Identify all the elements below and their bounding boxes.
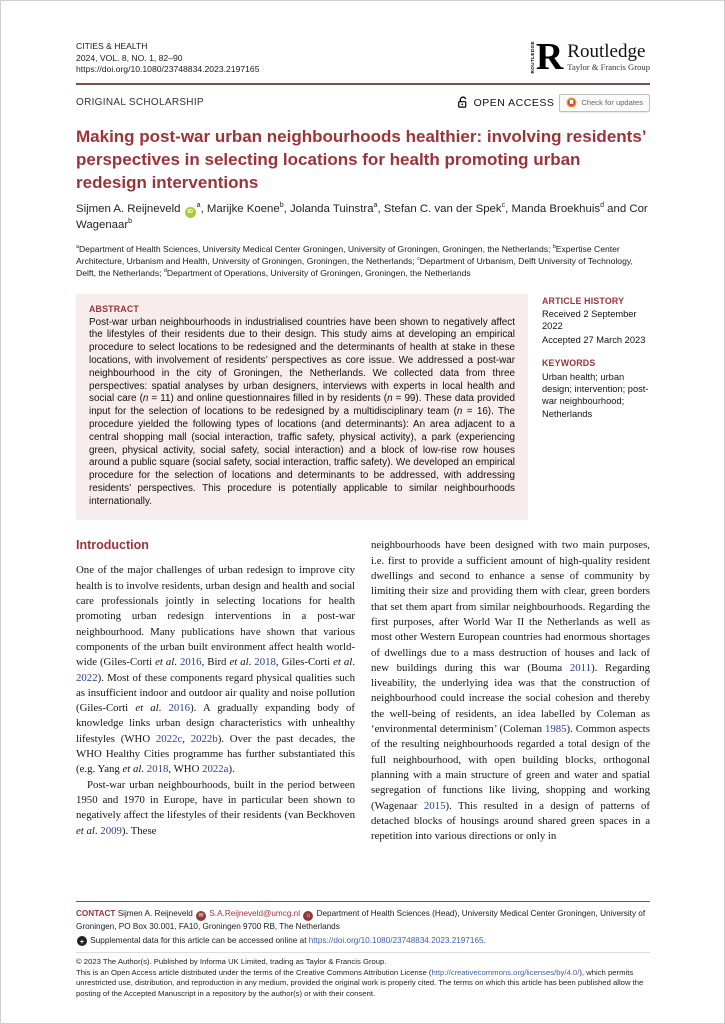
journal-name: CITIES & HEALTH: [76, 41, 148, 51]
publisher-wordmark: [567, 42, 650, 72]
text-segment[interactable]: 2022a: [202, 763, 229, 776]
text-segment: = 11) and online questionnaires filled in by residents (: [148, 393, 388, 405]
received-date: Received 2 September 2022: [542, 308, 637, 332]
article-meta-sidebar: [542, 294, 650, 521]
body-columns: [76, 538, 650, 894]
text-segment: ). Over the past decades, the WHO Healthy Cities programme has further substantiated this (e.g. Yang: [76, 732, 355, 776]
text-segment: b: [552, 243, 556, 250]
text-segment: , Bird: [201, 656, 230, 669]
text-segment: d: [600, 201, 605, 209]
text-segment: a: [373, 201, 378, 209]
text-segment[interactable]: 2018: [254, 656, 276, 669]
text-segment: n: [456, 406, 463, 418]
text-segment[interactable]: 2015: [423, 799, 446, 812]
text-segment: .: [483, 935, 486, 945]
address-icon: ⌂: [303, 911, 313, 921]
keywords-list: Urban health; urban design; intervention; post-war neighbourhood; Netherlands: [542, 371, 649, 419]
text-segment: ). These: [121, 824, 157, 837]
text-segment: a: [196, 201, 201, 209]
text-segment: and Cor Wagenaar: [76, 202, 648, 232]
text-segment: Supplemental data for this article can be accessed online at: [88, 935, 309, 945]
open-access-lock-icon: [456, 96, 469, 109]
text-segment: Expertise Center Architecture, Urbanism and Health, University of Groningen, Groningen, the Netherlands;: [76, 243, 620, 266]
text-segment[interactable]: 2016: [179, 656, 202, 669]
text-segment: , Marijke Koene: [200, 202, 280, 215]
text-segment: ). Common aspects of the resulting neighbourhoods regarded a total design of the full neighbourhood, with open building blocks, orthogonal planning with a main structure of green and water and spatial segregation of functions like living, shopping and working (Wagenaar: [371, 723, 650, 812]
affiliations: [76, 243, 650, 279]
header-divider: [76, 83, 650, 85]
article-title: Making post-war urban neighbourhoods healthier: involving residents’ perspectives in selecting locations for health promoting urban redesign interventions: [76, 126, 646, 192]
text-segment: One of the major challenges of urban redesign to improve city health is to involve residents, urban design and health and social care professionals jointly in selecting locations for health promoting urban redesign interventions in a post-war neighbourhood. Many publications have shown that various components of the urban built environment affect health world-wide (Giles-Corti: [76, 564, 355, 669]
text-segment: et al: [155, 656, 175, 669]
text-segment: ).: [228, 763, 235, 776]
text-segment: et al: [135, 702, 159, 715]
routledge-logo-mark: [530, 36, 563, 78]
page-header: [76, 36, 650, 78]
text-segment: b: [279, 201, 284, 209]
keywords-label: KEYWORDS: [542, 358, 596, 369]
text-segment: , Jolanda Tuinstra: [283, 202, 374, 215]
open-access-label: OPEN ACCESS: [473, 96, 555, 109]
check-for-updates-label: Check for updates: [581, 98, 643, 108]
check-for-updates-button[interactable]: [559, 94, 650, 112]
text-segment: This is an Open Access article distributed under the terms of the Creative Commons Attribution License (: [76, 967, 432, 977]
license-link[interactable]: http://creativecommons.org/licenses/by/4.0/: [431, 967, 580, 977]
text-segment: ). A gradually expanding body of knowledge links urban design characteristics with unhealthy lifestyles (WHO: [76, 702, 355, 745]
text-segment: ,: [182, 732, 191, 745]
accepted-date: Accepted 27 March 2023: [542, 334, 646, 345]
text-segment: ). This resulted in a design of patterns of detached blocks of housings around shared green spaces in a repetition into various directions or only in: [371, 799, 650, 843]
text-segment: a: [76, 243, 79, 250]
text-segment: , WHO: [168, 763, 203, 776]
text-segment: Sijmen A. Reijneveld: [76, 202, 184, 215]
text-segment: .: [248, 656, 255, 669]
text-segment: d: [163, 267, 167, 274]
article-type-label: ORIGINAL SCHOLARSHIP: [76, 97, 204, 109]
text-segment[interactable]: 2009: [100, 824, 122, 837]
text-segment: n: [387, 393, 393, 405]
contact-line: [76, 908, 650, 932]
body-paragraph: [371, 538, 650, 844]
text-segment: .: [94, 824, 101, 837]
text-segment: , Manda Broekhuis: [505, 202, 601, 215]
abstract-section: [76, 294, 650, 521]
text-segment: et al: [333, 656, 353, 669]
text-segment: Department of Operations, University of Groningen, Groningen, the Netherlands: [166, 267, 471, 278]
crossmark-icon: [566, 97, 577, 108]
footer-thin-divider: [76, 952, 650, 953]
text-segment: ). Regarding liveability, the underlying idea was that the construction of neighbourhood could increase the social cohesion and thereby the well-being of residents, an idea labelled by Coleman as ‘environmental determinism’ (Coleman: [371, 661, 650, 736]
text-segment: et al: [229, 656, 249, 669]
supplemental-line: [76, 935, 650, 947]
body-column-right: [371, 538, 650, 894]
text-segment: Post-war urban neighbourhoods, built in the period between 1950 and 1970 in Europe, have in particular been shown to negatively affect the lifestyles of their residents (van Beckhoven: [76, 778, 355, 822]
abstract-box: [76, 294, 528, 521]
text-segment: n: [142, 393, 149, 405]
footer-divider: [76, 901, 650, 902]
license-text: [76, 968, 650, 999]
text-segment[interactable]: 2022c: [155, 732, 183, 745]
text-segment: , Stefan C. van der Spek: [377, 202, 502, 215]
text-segment: .: [352, 656, 356, 669]
text-segment: et al: [76, 824, 95, 837]
text-segment[interactable]: 2011: [569, 661, 592, 674]
body-paragraph: [76, 563, 355, 777]
orcid-icon: iD: [185, 207, 196, 218]
text-segment: , Giles-Corti: [275, 656, 334, 669]
text-segment: .: [158, 702, 169, 715]
supplemental-doi-link[interactable]: https://doi.org/10.1080/23748834.2023.2197165: [308, 935, 484, 945]
text-segment[interactable]: 2016: [168, 702, 191, 715]
routledge-r-icon: R: [535, 36, 563, 78]
text-segment: c: [417, 255, 420, 262]
author-list: [76, 202, 650, 234]
routledge-vertical-text: ROUTLEDGE: [530, 41, 536, 74]
publisher-name: Routledge: [567, 41, 646, 63]
text-segment[interactable]: 2018: [146, 763, 169, 776]
body-column-left: [76, 538, 355, 894]
page-footer: [76, 894, 650, 999]
copyright-line: © 2023 The Author(s). Published by Informa UK Limited, trading as Taylor & Francis Group.: [76, 957, 387, 967]
text-segment: Post-war urban neighbourhoods in industrialised countries have been shown to negatively affect the lifestyles of their residents due to their design. This study aims at developing an empirical procedure to select locations to be redesigned and the determinants of health at stake in these locations, with involvement of residents’ perspectives as core issue. We addressed a post-war neighbourhood in the city of Groningen, the Netherlands. We collected data from three perspectives: spatial analyses by urban designers, interviews with experts in local health and social care (: [89, 316, 515, 405]
text-segment: .: [174, 656, 180, 669]
text-segment: Sijmen A. Reijneveld: [115, 909, 196, 919]
section-heading-introduction: Introduction: [76, 538, 149, 553]
contact-email-link[interactable]: S.A.Reijneveld@umcg.nl: [209, 909, 301, 919]
text-segment: Department of Health Sciences (Head), University Medical Center Groningen, University of Groningen, PO Box 30.001, FA10, Groningen 9700 RB, The Netherlands: [76, 909, 646, 931]
article-history-label: ARTICLE HISTORY: [542, 295, 625, 306]
text-segment: CONTACT: [76, 909, 116, 919]
article-type-row: [76, 94, 650, 112]
abstract-text: [89, 317, 515, 509]
text-segment: b: [128, 218, 133, 226]
access-info: [456, 94, 650, 112]
publisher-logo: [530, 36, 650, 78]
text-segment: Department of Health Sciences, University Medical Center Groningen, University of Groningen, Groningen, the Netherlands;: [78, 243, 553, 254]
body-paragraph: [76, 778, 355, 839]
supplemental-icon: +: [77, 936, 87, 946]
text-segment[interactable]: 1985: [544, 723, 567, 736]
email-icon: ✉: [196, 911, 206, 921]
text-segment: [300, 909, 302, 918]
text-segment: c: [501, 201, 506, 209]
journal-doi[interactable]: https://doi.org/10.1080/23748834.2023.2197165: [76, 64, 260, 75]
text-segment: ), which permits unrestricted use, distribution, and reproduction in any medium, provided the original work is properly cited. The terms on which this article has been published allow the posting of the Accepted Manuscript in a repository by the author(s) or with their consent.: [76, 967, 644, 998]
text-segment: et al: [122, 763, 142, 776]
text-segment: = 16). The procedure yielded the following types of locations (and determinants): An area adjacent to a central shopping mall (social interaction, traffic safety, physical activity), a park (experiencing green, physical activity, social safety, social interaction) and a block of low-rise row houses around a public square (social safety, social interaction, traffic safety). We developed an empirical procedure for the selection of locations and determinants to be addressed, with addressing residents’ perspectives. This procedure is potentially applicable to similar neighbourhoods internationally.: [89, 406, 515, 507]
text-segment[interactable]: 2022b: [190, 732, 218, 745]
text-segment: neighbourhoods have been designed with two main purposes, i.e. first to provide a sufficient amount of high-quality resident dwellings and second to enhance a sense of community by limiting their size and providing them with clear, green borders that set them apart from similar neighbourhoods. Regarding the first purposes, after World War II the Netherlands as well as most other Western European countries had enormous shortages of dwellings due to a mass destruction of houses and lack of new buildings during this war (Bouma: [371, 539, 650, 674]
text-segment: Department of Urbanism, Delft University of Technology, Delft, the Netherlands;: [76, 255, 633, 278]
abstract-label: ABSTRACT: [89, 303, 139, 314]
text-segment: = 99). These data provided input for the selection of locations to be redesigned by a multidisciplinary team (: [89, 393, 515, 418]
publisher-group: Taylor & Francis Group: [567, 62, 650, 73]
journal-info: [76, 41, 260, 76]
text-segment: ). Most of these components regard physical qualities such as insufficient indoor and outdoor air quality and noise pollution (Giles-Corti: [76, 671, 355, 715]
text-segment[interactable]: 2022: [76, 671, 98, 684]
journal-volume: 2024, VOL. 8, NO. 1, 82–90: [76, 52, 183, 63]
text-segment: .: [141, 763, 147, 776]
